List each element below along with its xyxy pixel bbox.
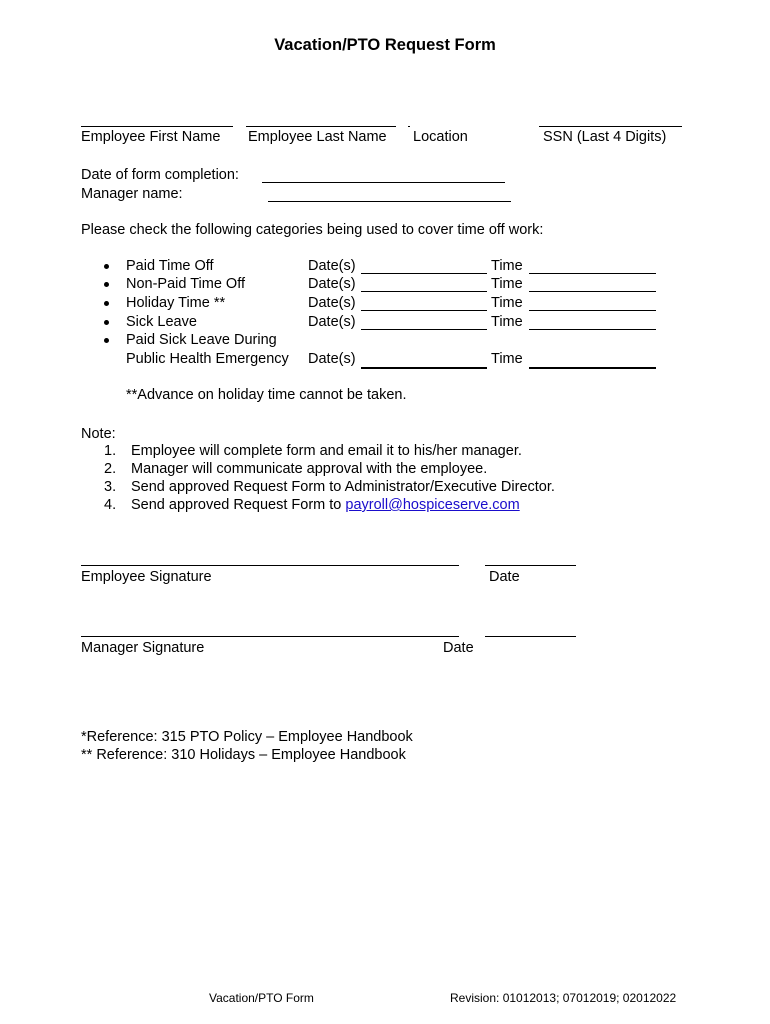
bullet-icon [104,282,109,287]
time-label: Time [491,295,523,311]
manager-date-field[interactable] [485,636,576,637]
time-label: Time [491,314,523,330]
bullet-icon [104,338,109,343]
note-number: 1. [104,443,117,459]
time-field[interactable] [529,291,656,292]
dates-label: Date(s) [308,351,356,367]
footer-form-name: Vacation/PTO Form [209,991,314,1005]
time-field[interactable] [529,367,656,369]
dates-label: Date(s) [308,258,356,274]
time-label: Time [491,276,523,292]
bullet-icon [104,320,109,325]
first-name-field[interactable] [81,126,233,127]
last-name-label: Employee Last Name [248,129,387,145]
ssn-field[interactable] [539,126,682,127]
note-label: Note: [81,426,116,442]
dates-field[interactable] [361,367,487,369]
ssn-label: SSN (Last 4 Digits) [543,129,667,145]
dates-label: Date(s) [308,276,356,292]
advance-note: **Advance on holiday time cannot be taken. [126,387,407,403]
time-label: Time [491,351,523,367]
time-field[interactable] [529,329,656,330]
instruction-text: Please check the following categories being used to cover time off work: [81,222,544,238]
reference-pto-policy: *Reference: 315 PTO Policy – Employee Handbook [81,729,413,745]
form-title: Vacation/PTO Request Form [274,36,496,54]
manager-signature-field[interactable] [81,636,459,637]
note-text: Send approved Request Form to [131,497,346,513]
time-field[interactable] [529,310,656,311]
location-field[interactable] [408,126,410,127]
note-number: 2. [104,461,117,477]
category-label-paid-time-off[interactable]: Paid Time Off [126,258,214,274]
dates-label: Date(s) [308,314,356,330]
dates-field[interactable] [361,310,487,311]
location-label: Location [413,129,468,145]
reference-holidays: ** Reference: 310 Holidays – Employee Handbook [81,747,406,763]
footer-revision: Revision: 01012013; 07012019; 02012022 [450,991,677,1005]
employee-signature-field[interactable] [81,565,459,566]
note-text: Employee will complete form and email it to his/her manager. [131,443,522,459]
note-item-4 [131,497,520,514]
dates-label: Date(s) [308,295,356,311]
category-label-sick-leave[interactable]: Sick Leave [126,314,197,330]
date-completion-label: Date of form completion: [81,167,239,183]
manager-name-field[interactable] [268,201,511,202]
note-text: Manager will communicate approval with the employee. [131,461,488,477]
note-text: Send approved Request Form to Administrator/Executive Director. [131,479,555,495]
date-completion-field[interactable] [262,182,505,183]
manager-date-label: Date [443,640,474,656]
employee-date-field[interactable] [485,565,576,566]
category-label-holiday-time[interactable]: Holiday Time ** [126,295,226,311]
note-number: 4. [104,497,117,513]
time-label: Time [491,258,523,274]
dates-field[interactable] [361,291,487,292]
first-name-label: Employee First Name [81,129,221,145]
dates-field[interactable] [361,329,487,330]
category-label-non-paid-time-off[interactable]: Non-Paid Time Off [126,276,246,292]
manager-name-label: Manager name: [81,186,183,202]
bullet-icon [104,301,109,306]
employee-date-label: Date [489,569,520,585]
bullet-icon [104,264,109,269]
note-number: 3. [104,479,117,495]
payroll-email-link[interactable]: payroll@hospiceserve.com [345,497,520,513]
last-name-field[interactable] [246,126,396,127]
manager-signature-label: Manager Signature [81,640,205,656]
category-label-paid-sick-leave[interactable]: Paid Sick Leave During [126,332,277,348]
dates-field[interactable] [361,273,487,274]
category-label-paid-sick-leave-line2: Public Health Emergency [126,351,289,367]
time-field[interactable] [529,273,656,274]
employee-signature-label: Employee Signature [81,569,212,585]
